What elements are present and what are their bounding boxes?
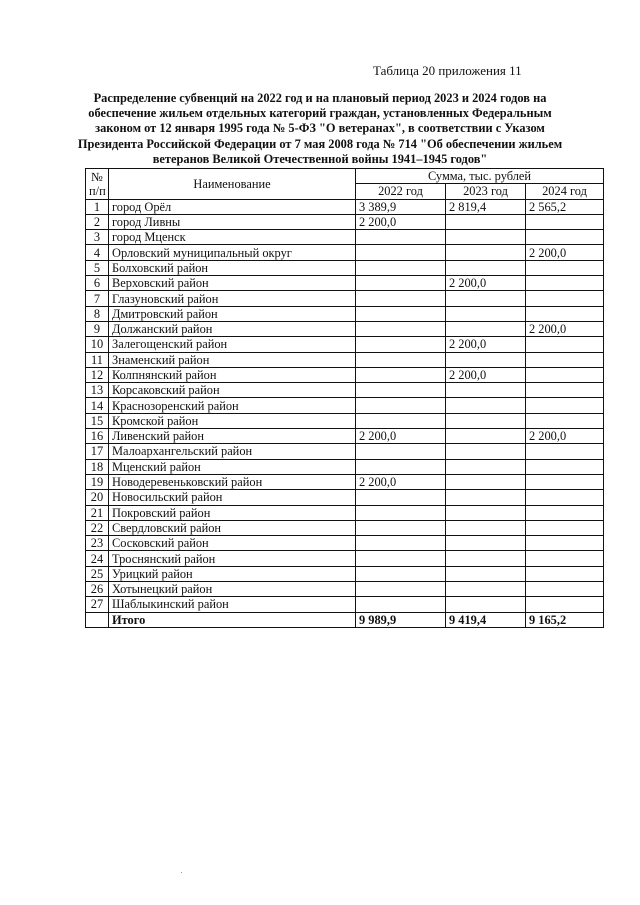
row-number: 25 (86, 566, 109, 581)
row-name: Корсаковский район (109, 383, 356, 398)
row-name: Болховский район (109, 260, 356, 275)
row-value-2022 (356, 597, 446, 612)
table-row (86, 459, 604, 474)
row-number: 12 (86, 367, 109, 382)
column-header-number-line2: п/п (89, 183, 106, 198)
row-number: 19 (86, 474, 109, 489)
row-value-2022: 2 200,0 (356, 474, 446, 489)
row-value-2023 (446, 398, 526, 413)
row-value-2022: 2 200,0 (356, 214, 446, 229)
row-value-2023 (446, 214, 526, 229)
row-value-2022 (356, 337, 446, 352)
row-name: Глазуновский район (109, 291, 356, 306)
row-name: Знаменский район (109, 352, 356, 367)
row-name: Ливенский район (109, 429, 356, 444)
row-number: 5 (86, 260, 109, 275)
row-value-2022 (356, 398, 446, 413)
row-value-2022 (356, 245, 446, 260)
row-name: Колпнянский район (109, 367, 356, 382)
row-value-2024 (526, 413, 604, 428)
row-value-2023 (446, 505, 526, 520)
total-2024: 9 165,2 (526, 612, 604, 627)
row-name: Кромской район (109, 413, 356, 428)
title-line: обеспечение жильем отдельных категорий граждан, установленных Федеральным (88, 106, 552, 121)
total-2023: 9 419,4 (446, 612, 526, 627)
row-value-2023 (446, 490, 526, 505)
table-row (86, 230, 604, 245)
row-name: Дмитровский район (109, 306, 356, 321)
table-row (86, 444, 604, 459)
table-row (86, 398, 604, 413)
row-value-2022 (356, 536, 446, 551)
row-value-2024 (526, 474, 604, 489)
row-value-2024 (526, 459, 604, 474)
row-number: 7 (86, 291, 109, 306)
row-number: 22 (86, 520, 109, 535)
row-name: Хотынецкий район (109, 582, 356, 597)
row-name: Новосильский район (109, 490, 356, 505)
total-number-cell (86, 612, 109, 627)
row-value-2022 (356, 551, 446, 566)
row-value-2022 (356, 230, 446, 245)
table-row (86, 413, 604, 428)
row-value-2023 (446, 520, 526, 535)
table-row (86, 566, 604, 581)
table-row (86, 306, 604, 321)
table-row (86, 597, 604, 612)
column-header-year-2024: 2024 год (526, 184, 604, 199)
row-value-2024: 2 200,0 (526, 321, 604, 336)
row-value-2024 (526, 505, 604, 520)
table-row (86, 367, 604, 382)
row-number: 13 (86, 383, 109, 398)
row-value-2022 (356, 306, 446, 321)
total-label: Итого (109, 612, 356, 627)
row-value-2024 (526, 444, 604, 459)
table-row (86, 474, 604, 489)
row-number: 17 (86, 444, 109, 459)
row-value-2022: 2 200,0 (356, 429, 446, 444)
row-value-2023: 2 200,0 (446, 276, 526, 291)
row-number: 1 (86, 199, 109, 214)
row-value-2023 (446, 597, 526, 612)
row-value-2023 (446, 429, 526, 444)
table-row (86, 551, 604, 566)
row-value-2024 (526, 597, 604, 612)
row-number: 14 (86, 398, 109, 413)
title-line: законом от 12 января 1995 года № 5-ФЗ "О ветеранах", в соответствии с Указом (95, 121, 545, 136)
row-name: Орловский муниципальный округ (109, 245, 356, 260)
row-value-2023 (446, 413, 526, 428)
row-value-2023 (446, 551, 526, 566)
document-title (70, 91, 570, 167)
row-number: 8 (86, 306, 109, 321)
row-number: 15 (86, 413, 109, 428)
row-value-2024 (526, 536, 604, 551)
row-value-2022 (356, 291, 446, 306)
table-row (86, 429, 604, 444)
row-value-2023: 2 200,0 (446, 337, 526, 352)
row-value-2022: 3 389,9 (356, 199, 446, 214)
row-value-2024 (526, 383, 604, 398)
row-value-2022 (356, 459, 446, 474)
row-value-2024 (526, 490, 604, 505)
row-number: 9 (86, 321, 109, 336)
row-number: 26 (86, 582, 109, 597)
row-value-2024 (526, 306, 604, 321)
row-number: 3 (86, 230, 109, 245)
row-value-2024 (526, 352, 604, 367)
scan-speck (181, 872, 182, 873)
row-value-2022 (356, 505, 446, 520)
total-2022: 9 989,9 (356, 612, 446, 627)
row-value-2024 (526, 214, 604, 229)
row-value-2022 (356, 582, 446, 597)
row-value-2024 (526, 367, 604, 382)
row-value-2024: 2 565,2 (526, 199, 604, 214)
row-name: Новодеревеньковский район (109, 474, 356, 489)
table-row (86, 520, 604, 535)
table-row (86, 352, 604, 367)
row-name: Залегощенский район (109, 337, 356, 352)
table-row (86, 291, 604, 306)
row-value-2024 (526, 260, 604, 275)
row-value-2023 (446, 321, 526, 336)
table-row (86, 582, 604, 597)
row-value-2023 (446, 459, 526, 474)
row-number: 4 (86, 245, 109, 260)
table-row (86, 214, 604, 229)
row-value-2023 (446, 474, 526, 489)
row-value-2022 (356, 566, 446, 581)
row-name: город Мценск (109, 230, 356, 245)
column-header-year-2022: 2022 год (356, 184, 446, 199)
row-name: Малоархангельский район (109, 444, 356, 459)
row-value-2023 (446, 306, 526, 321)
table-row (86, 276, 604, 291)
row-value-2022 (356, 367, 446, 382)
row-value-2022 (356, 383, 446, 398)
table-number-label: Таблица 20 приложения 11 (373, 63, 522, 78)
row-value-2024 (526, 276, 604, 291)
row-value-2023 (446, 245, 526, 260)
row-number: 6 (86, 276, 109, 291)
row-name: Свердловский район (109, 520, 356, 535)
row-value-2023 (446, 582, 526, 597)
column-header-name: Наименование (109, 169, 356, 200)
table-row (86, 536, 604, 551)
row-name: Верховский район (109, 276, 356, 291)
row-value-2023 (446, 536, 526, 551)
table-row (86, 490, 604, 505)
row-value-2022 (356, 276, 446, 291)
row-value-2024: 2 200,0 (526, 429, 604, 444)
title-line: Распределение субвенций на 2022 год и на плановый период 2023 и 2024 годов на (93, 91, 547, 105)
column-header-sum: Сумма, тыс. рублей (356, 169, 604, 184)
row-name: Мценский район (109, 459, 356, 474)
row-value-2022 (356, 520, 446, 535)
subsidy-table (85, 168, 604, 628)
row-number: 20 (86, 490, 109, 505)
table-body (86, 199, 604, 612)
table-header (86, 169, 604, 200)
title-line: Президента Российской Федерации от 7 мая 2008 года № 714 "Об обеспечении жильем (77, 136, 563, 151)
row-name: Покровский район (109, 505, 356, 520)
row-value-2024 (526, 291, 604, 306)
row-value-2023 (446, 260, 526, 275)
row-value-2022 (356, 321, 446, 336)
row-value-2024 (526, 230, 604, 245)
column-header-number (86, 169, 109, 200)
row-name: Краснозоренский район (109, 398, 356, 413)
row-value-2024 (526, 582, 604, 597)
title-line: ветеранов Великой Отечественной войны 1941–1945 годов" (152, 151, 488, 166)
row-value-2023 (446, 291, 526, 306)
row-number: 11 (86, 352, 109, 367)
row-value-2024: 2 200,0 (526, 245, 604, 260)
row-value-2024 (526, 520, 604, 535)
row-name: Должанский район (109, 321, 356, 336)
row-number: 16 (86, 429, 109, 444)
row-value-2024 (526, 398, 604, 413)
row-number: 18 (86, 459, 109, 474)
row-name: Шаблыкинский район (109, 597, 356, 612)
row-name: город Ливны (109, 214, 356, 229)
row-name: Троснянский район (109, 551, 356, 566)
row-number: 10 (86, 337, 109, 352)
table-row (86, 337, 604, 352)
row-value-2022 (356, 490, 446, 505)
row-value-2024 (526, 337, 604, 352)
table-row (86, 505, 604, 520)
row-number: 21 (86, 505, 109, 520)
row-value-2023 (446, 444, 526, 459)
row-number: 24 (86, 551, 109, 566)
row-value-2022 (356, 260, 446, 275)
row-number: 2 (86, 214, 109, 229)
row-value-2022 (356, 444, 446, 459)
row-name: город Орёл (109, 199, 356, 214)
row-value-2023 (446, 383, 526, 398)
table-row (86, 260, 604, 275)
row-number: 27 (86, 597, 109, 612)
row-value-2023: 2 200,0 (446, 367, 526, 382)
table-row (86, 245, 604, 260)
row-value-2024 (526, 551, 604, 566)
row-name: Сосковский район (109, 536, 356, 551)
table-row (86, 321, 604, 336)
row-value-2022 (356, 413, 446, 428)
row-value-2023 (446, 352, 526, 367)
table-row (86, 199, 604, 214)
column-header-number-line1: № (91, 169, 103, 184)
row-value-2023 (446, 566, 526, 581)
table-row (86, 383, 604, 398)
row-number: 23 (86, 536, 109, 551)
row-value-2022 (356, 352, 446, 367)
row-value-2024 (526, 566, 604, 581)
row-value-2023: 2 819,4 (446, 199, 526, 214)
column-header-year-2023: 2023 год (446, 184, 526, 199)
total-row (86, 612, 604, 627)
row-value-2023 (446, 230, 526, 245)
row-name: Урицкий район (109, 566, 356, 581)
